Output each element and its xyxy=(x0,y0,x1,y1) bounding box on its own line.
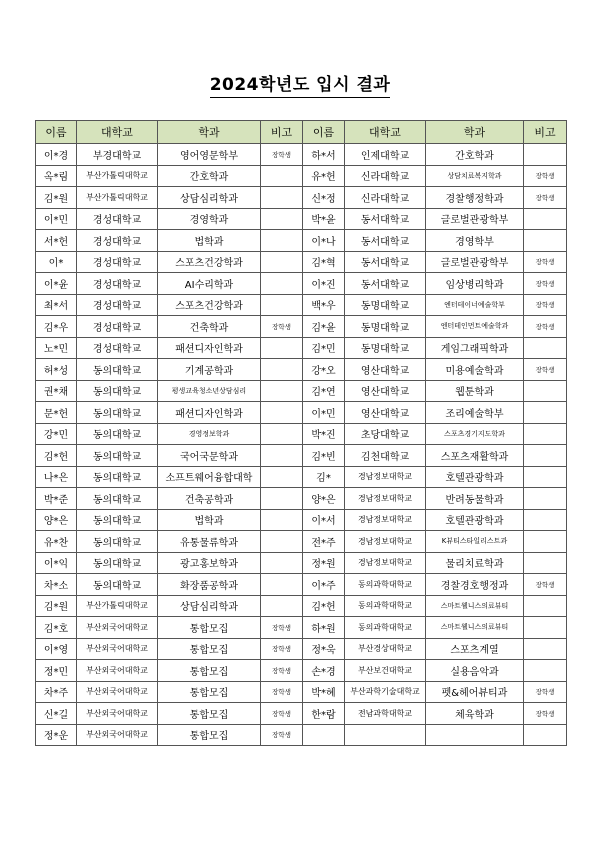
department-cell: 경찰경호행정과 xyxy=(426,574,524,596)
student-name-cell: 김*혁 xyxy=(303,251,345,273)
university-cell: 부산외국어대학교 xyxy=(77,660,158,682)
department-cell: 통합모집 xyxy=(158,660,261,682)
university-cell: 동명대학교 xyxy=(345,316,426,338)
table-row xyxy=(36,552,567,574)
department-cell: 미용예술학과 xyxy=(426,359,524,381)
department-cell: 법학과 xyxy=(158,509,261,531)
student-name-cell: 박*진 xyxy=(303,423,345,445)
university-cell: 동의대학교 xyxy=(77,402,158,424)
remarks-cell xyxy=(261,251,303,273)
table-row xyxy=(36,165,567,187)
department-cell: 스포츠경기지도학과 xyxy=(426,423,524,445)
student-name-cell: 옥*림 xyxy=(36,165,77,187)
department-cell: 상담치료복지학과 xyxy=(426,165,524,187)
table-row xyxy=(36,724,567,746)
student-name-cell: 신*길 xyxy=(36,703,77,725)
university-cell: 경성대학교 xyxy=(77,273,158,295)
university-cell: 동서대학교 xyxy=(345,251,426,273)
remarks-cell xyxy=(261,445,303,467)
university-cell: 신라대학교 xyxy=(345,187,426,209)
student-name-cell: 김* xyxy=(303,466,345,488)
department-cell: 스마트웰니스의료뷰티 xyxy=(426,617,524,639)
student-name-cell: 이*진 xyxy=(303,273,345,295)
table-row xyxy=(36,595,567,617)
department-cell: 통합모집 xyxy=(158,724,261,746)
student-name-cell: 노*민 xyxy=(36,337,77,359)
remarks-cell xyxy=(524,380,567,402)
table-row xyxy=(36,509,567,531)
department-cell: 통합모집 xyxy=(158,703,261,725)
university-cell: 부산경상대학교 xyxy=(345,638,426,660)
university-cell: 동의대학교 xyxy=(77,488,158,510)
department-cell: 경영정보학과 xyxy=(158,423,261,445)
department-cell: 건축학과 xyxy=(158,316,261,338)
remarks-cell: 장학생 xyxy=(524,251,567,273)
remarks-cell xyxy=(524,402,567,424)
remarks-cell xyxy=(261,337,303,359)
student-name-cell: 김*윤 xyxy=(303,316,345,338)
student-name-cell xyxy=(303,724,345,746)
student-name-cell: 유*찬 xyxy=(36,531,77,553)
student-name-cell: 박*혜 xyxy=(303,681,345,703)
university-cell: 부산보건대학교 xyxy=(345,660,426,682)
remarks-cell: 장학생 xyxy=(261,703,303,725)
department-cell: 패션디자인학과 xyxy=(158,337,261,359)
remarks-cell xyxy=(524,230,567,252)
student-name-cell: 최*서 xyxy=(36,294,77,316)
university-cell: 부산가톨릭대학교 xyxy=(77,187,158,209)
department-cell xyxy=(426,724,524,746)
header-row xyxy=(36,121,567,144)
remarks-cell xyxy=(524,488,567,510)
university-cell: 인제대학교 xyxy=(345,144,426,166)
remarks-cell xyxy=(524,208,567,230)
remarks-cell: 장학생 xyxy=(524,681,567,703)
student-name-cell: 이*민 xyxy=(36,208,77,230)
student-name-cell: 강*민 xyxy=(36,423,77,445)
remarks-cell xyxy=(524,144,567,166)
student-name-cell: 김*연 xyxy=(303,380,345,402)
remarks-cell xyxy=(261,208,303,230)
column-header: 이름 xyxy=(303,121,345,144)
remarks-cell xyxy=(261,595,303,617)
department-cell: 건축공학과 xyxy=(158,488,261,510)
department-cell: 게임그래픽학과 xyxy=(426,337,524,359)
remarks-cell xyxy=(524,724,567,746)
department-cell: 화장품공학과 xyxy=(158,574,261,596)
column-header: 비고 xyxy=(261,121,303,144)
student-name-cell: 정*욱 xyxy=(303,638,345,660)
student-name-cell: 차*주 xyxy=(36,681,77,703)
university-cell: 영산대학교 xyxy=(345,402,426,424)
department-cell: 광고홍보학과 xyxy=(158,552,261,574)
table-row xyxy=(36,144,567,166)
department-cell: 스포츠건강학과 xyxy=(158,251,261,273)
table-row xyxy=(36,273,567,295)
remarks-cell xyxy=(261,380,303,402)
remarks-cell xyxy=(261,230,303,252)
column-header: 대학교 xyxy=(77,121,158,144)
student-name-cell: 유*헌 xyxy=(303,165,345,187)
table-row xyxy=(36,466,567,488)
department-cell: 글로벌관광학부 xyxy=(426,208,524,230)
remarks-cell xyxy=(524,423,567,445)
remarks-cell xyxy=(261,359,303,381)
student-name-cell: 이*서 xyxy=(303,509,345,531)
department-cell: 물리치료학과 xyxy=(426,552,524,574)
student-name-cell: 이*익 xyxy=(36,552,77,574)
department-cell: 통합모집 xyxy=(158,681,261,703)
student-name-cell: 권*채 xyxy=(36,380,77,402)
remarks-cell xyxy=(524,638,567,660)
remarks-cell xyxy=(524,445,567,467)
department-cell: 경영학부 xyxy=(426,230,524,252)
remarks-cell xyxy=(261,574,303,596)
table-row xyxy=(36,660,567,682)
remarks-cell xyxy=(261,423,303,445)
table-row xyxy=(36,445,567,467)
student-name-cell: 전*주 xyxy=(303,531,345,553)
remarks-cell xyxy=(261,531,303,553)
student-name-cell: 김*원 xyxy=(36,187,77,209)
department-cell: 평생교육청소년상담심리 xyxy=(158,380,261,402)
university-cell: 동명대학교 xyxy=(345,337,426,359)
university-cell: 경성대학교 xyxy=(77,337,158,359)
department-cell: 통합모집 xyxy=(158,617,261,639)
department-cell: 스마트웰니스의료뷰티 xyxy=(426,595,524,617)
university-cell: 부산외국어대학교 xyxy=(77,703,158,725)
department-cell: 국어국문학과 xyxy=(158,445,261,467)
table-row xyxy=(36,187,567,209)
remarks-cell xyxy=(261,187,303,209)
results-table-body xyxy=(36,144,567,746)
department-cell: 상담심리학과 xyxy=(158,187,261,209)
table-row xyxy=(36,230,567,252)
department-cell: 엔터테인먼트예술학과 xyxy=(426,316,524,338)
table-row xyxy=(36,574,567,596)
student-name-cell: 김*빈 xyxy=(303,445,345,467)
university-cell: 부산외국어대학교 xyxy=(77,638,158,660)
remarks-cell: 장학생 xyxy=(524,316,567,338)
student-name-cell: 나*은 xyxy=(36,466,77,488)
column-header: 학과 xyxy=(158,121,261,144)
column-header: 비고 xyxy=(524,121,567,144)
remarks-cell: 장학생 xyxy=(261,660,303,682)
student-name-cell: 김*민 xyxy=(303,337,345,359)
remarks-cell xyxy=(261,273,303,295)
student-name-cell: 양*은 xyxy=(303,488,345,510)
university-cell: 경남정보대학교 xyxy=(345,552,426,574)
remarks-cell: 장학생 xyxy=(524,273,567,295)
department-cell: 유통물류학과 xyxy=(158,531,261,553)
university-cell: 경성대학교 xyxy=(77,316,158,338)
table-row xyxy=(36,402,567,424)
student-name-cell: 김*헌 xyxy=(303,595,345,617)
student-name-cell: 이*주 xyxy=(303,574,345,596)
column-header: 이름 xyxy=(36,121,77,144)
department-cell: 영어영문학부 xyxy=(158,144,261,166)
remarks-cell: 장학생 xyxy=(261,681,303,703)
university-cell: 동의대학교 xyxy=(77,423,158,445)
table-row xyxy=(36,380,567,402)
remarks-cell xyxy=(524,617,567,639)
student-name-cell: 박*준 xyxy=(36,488,77,510)
table-row xyxy=(36,316,567,338)
department-cell: 글로벌관광학부 xyxy=(426,251,524,273)
university-cell: 동의과학대학교 xyxy=(345,617,426,639)
remarks-cell xyxy=(524,660,567,682)
department-cell: 경영학과 xyxy=(158,208,261,230)
remarks-cell: 장학생 xyxy=(524,187,567,209)
remarks-cell xyxy=(261,165,303,187)
university-cell: 영산대학교 xyxy=(345,380,426,402)
column-header: 학과 xyxy=(426,121,524,144)
university-cell: 경남정보대학교 xyxy=(345,466,426,488)
student-name-cell: 강*오 xyxy=(303,359,345,381)
department-cell: 통합모집 xyxy=(158,638,261,660)
department-cell: 간호학과 xyxy=(158,165,261,187)
university-cell: 부경대학교 xyxy=(77,144,158,166)
university-cell: 동명대학교 xyxy=(345,294,426,316)
table-row xyxy=(36,359,567,381)
student-name-cell: 정*민 xyxy=(36,660,77,682)
table-row xyxy=(36,294,567,316)
remarks-cell: 장학생 xyxy=(524,165,567,187)
university-cell: 동의대학교 xyxy=(77,445,158,467)
university-cell: 동서대학교 xyxy=(345,208,426,230)
student-name-cell: 허*성 xyxy=(36,359,77,381)
department-cell: 경찰행정학과 xyxy=(426,187,524,209)
remarks-cell xyxy=(524,595,567,617)
remarks-cell xyxy=(524,337,567,359)
university-cell: 동의대학교 xyxy=(77,466,158,488)
department-cell: 임상병리학과 xyxy=(426,273,524,295)
student-name-cell: 이*경 xyxy=(36,144,77,166)
university-cell: 경남정보대학교 xyxy=(345,488,426,510)
department-cell: 조리예술학부 xyxy=(426,402,524,424)
university-cell: 동의대학교 xyxy=(77,509,158,531)
student-name-cell: 하*원 xyxy=(303,617,345,639)
department-cell: 스포츠계열 xyxy=(426,638,524,660)
student-name-cell: 백*우 xyxy=(303,294,345,316)
university-cell: 동의대학교 xyxy=(77,380,158,402)
student-name-cell: 김*호 xyxy=(36,617,77,639)
university-cell: 동의과학대학교 xyxy=(345,574,426,596)
department-cell: 상담심리학과 xyxy=(158,595,261,617)
remarks-cell: 장학생 xyxy=(524,703,567,725)
remarks-cell xyxy=(261,294,303,316)
department-cell: 기계공학과 xyxy=(158,359,261,381)
department-cell: 법학과 xyxy=(158,230,261,252)
department-cell: K뷰티스타일리스트과 xyxy=(426,531,524,553)
university-cell: 신라대학교 xyxy=(345,165,426,187)
remarks-cell: 장학생 xyxy=(261,724,303,746)
university-cell: 부산가톨릭대학교 xyxy=(77,165,158,187)
department-cell: 실용음악과 xyxy=(426,660,524,682)
university-cell: 동의대학교 xyxy=(77,552,158,574)
remarks-cell xyxy=(261,488,303,510)
student-name-cell: 정*원 xyxy=(303,552,345,574)
university-cell: 김천대학교 xyxy=(345,445,426,467)
table-row xyxy=(36,488,567,510)
table-row xyxy=(36,531,567,553)
university-cell: 동서대학교 xyxy=(345,273,426,295)
remarks-cell: 장학생 xyxy=(524,294,567,316)
remarks-cell: 장학생 xyxy=(261,316,303,338)
table-row xyxy=(36,638,567,660)
column-header: 대학교 xyxy=(345,121,426,144)
department-cell: 호텔관광학과 xyxy=(426,509,524,531)
department-cell: 호텔관광학과 xyxy=(426,466,524,488)
student-name-cell: 한*람 xyxy=(303,703,345,725)
department-cell: 엔터테이너예술학부 xyxy=(426,294,524,316)
student-name-cell: 박*윤 xyxy=(303,208,345,230)
department-cell: AI수리학과 xyxy=(158,273,261,295)
university-cell: 부산과학기술대학교 xyxy=(345,681,426,703)
university-cell xyxy=(345,724,426,746)
table-row xyxy=(36,208,567,230)
page-title: 2024학년도 입시 결과 xyxy=(0,70,600,95)
university-cell: 경성대학교 xyxy=(77,294,158,316)
university-cell: 동서대학교 xyxy=(345,230,426,252)
student-name-cell: 신*정 xyxy=(303,187,345,209)
table-row xyxy=(36,703,567,725)
remarks-cell: 장학생 xyxy=(524,574,567,596)
university-cell: 부산가톨릭대학교 xyxy=(77,595,158,617)
department-cell: 스포츠재활학과 xyxy=(426,445,524,467)
department-cell: 간호학과 xyxy=(426,144,524,166)
student-name-cell: 이*민 xyxy=(303,402,345,424)
remarks-cell: 장학생 xyxy=(261,617,303,639)
university-cell: 동의대학교 xyxy=(77,574,158,596)
results-table xyxy=(35,120,567,746)
department-cell: 체육학과 xyxy=(426,703,524,725)
remarks-cell: 장학생 xyxy=(261,638,303,660)
university-cell: 경성대학교 xyxy=(77,230,158,252)
university-cell: 영산대학교 xyxy=(345,359,426,381)
student-name-cell: 양*은 xyxy=(36,509,77,531)
remarks-cell xyxy=(524,466,567,488)
department-cell: 펫&헤어뷰티과 xyxy=(426,681,524,703)
student-name-cell: 정*운 xyxy=(36,724,77,746)
university-cell: 부산외국어대학교 xyxy=(77,681,158,703)
department-cell: 소프트웨어융합대학 xyxy=(158,466,261,488)
student-name-cell: 손*경 xyxy=(303,660,345,682)
student-name-cell: 이*영 xyxy=(36,638,77,660)
department-cell: 패션디자인학과 xyxy=(158,402,261,424)
remarks-cell xyxy=(524,552,567,574)
table-row xyxy=(36,251,567,273)
remarks-cell xyxy=(261,509,303,531)
student-name-cell: 김*헌 xyxy=(36,445,77,467)
student-name-cell: 김*원 xyxy=(36,595,77,617)
remarks-cell: 장학생 xyxy=(261,144,303,166)
table-row xyxy=(36,423,567,445)
university-cell: 전남과학대학교 xyxy=(345,703,426,725)
university-cell: 경남정보대학교 xyxy=(345,531,426,553)
university-cell: 경남정보대학교 xyxy=(345,509,426,531)
table-row xyxy=(36,337,567,359)
university-cell: 경성대학교 xyxy=(77,208,158,230)
student-name-cell: 이* xyxy=(36,251,77,273)
department-cell: 웹툰학과 xyxy=(426,380,524,402)
university-cell: 초당대학교 xyxy=(345,423,426,445)
remarks-cell xyxy=(524,509,567,531)
table-row xyxy=(36,617,567,639)
university-cell: 동의대학교 xyxy=(77,359,158,381)
remarks-cell: 장학생 xyxy=(524,359,567,381)
remarks-cell xyxy=(261,402,303,424)
department-cell: 스포츠건강학과 xyxy=(158,294,261,316)
university-cell: 동의과학대학교 xyxy=(345,595,426,617)
university-cell: 동의대학교 xyxy=(77,531,158,553)
university-cell: 부산외국어대학교 xyxy=(77,617,158,639)
student-name-cell: 차*소 xyxy=(36,574,77,596)
university-cell: 부산외국어대학교 xyxy=(77,724,158,746)
student-name-cell: 김*우 xyxy=(36,316,77,338)
remarks-cell xyxy=(261,552,303,574)
remarks-cell xyxy=(261,466,303,488)
student-name-cell: 이*나 xyxy=(303,230,345,252)
student-name-cell: 이*윤 xyxy=(36,273,77,295)
university-cell: 경성대학교 xyxy=(77,251,158,273)
student-name-cell: 문*헌 xyxy=(36,402,77,424)
remarks-cell xyxy=(524,531,567,553)
student-name-cell: 서*헌 xyxy=(36,230,77,252)
department-cell: 반려동물학과 xyxy=(426,488,524,510)
student-name-cell: 하*서 xyxy=(303,144,345,166)
table-row xyxy=(36,681,567,703)
